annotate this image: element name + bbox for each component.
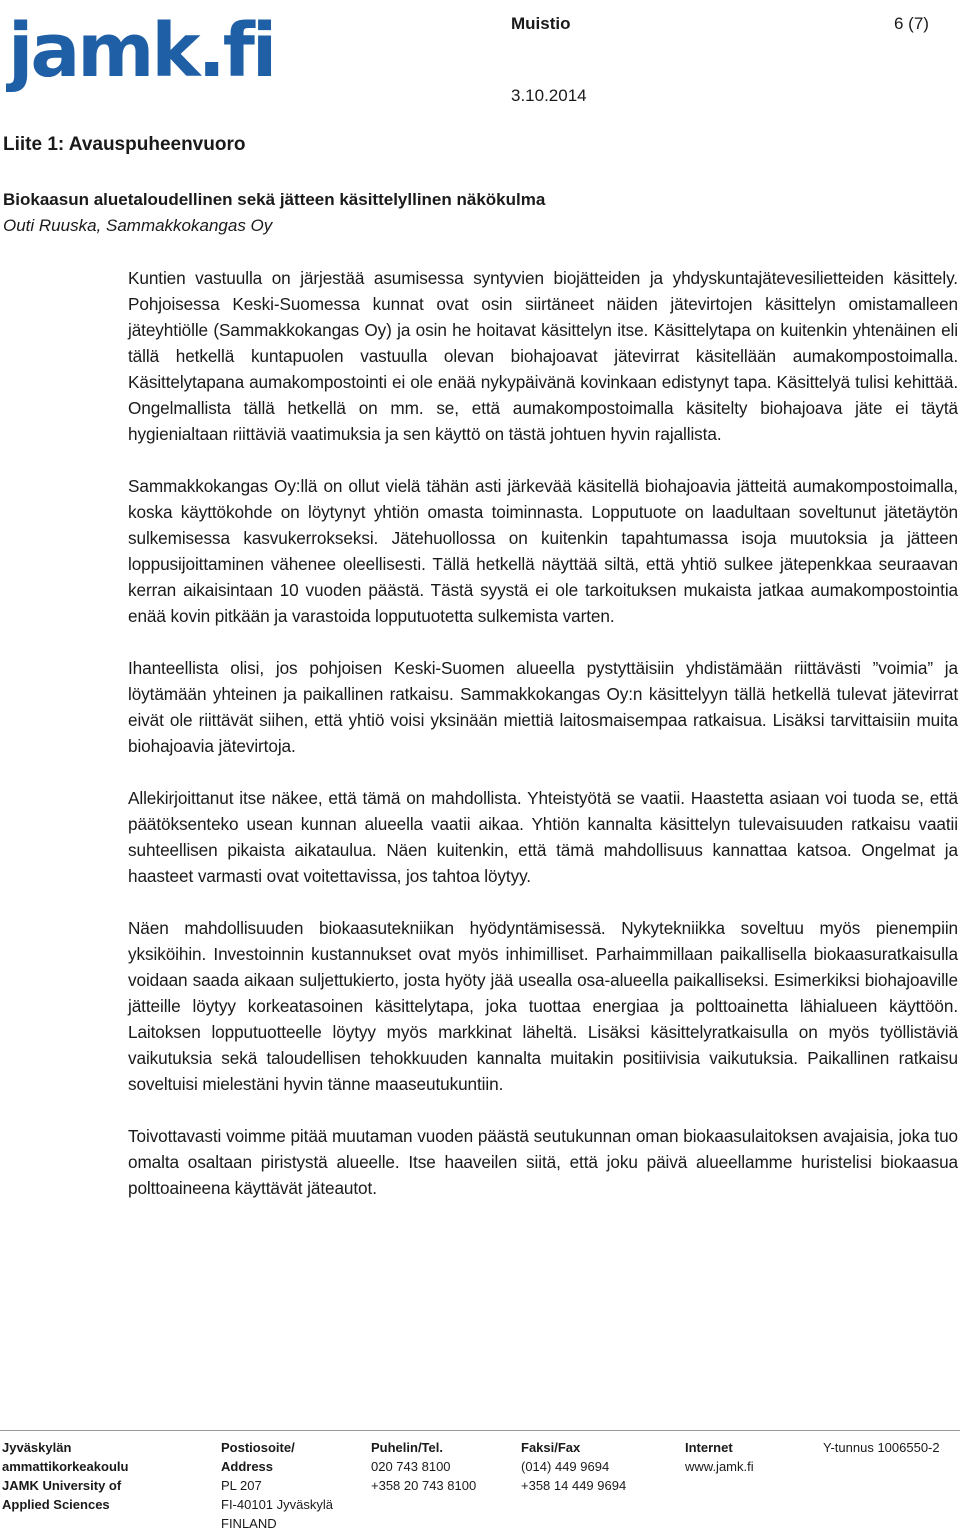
footer-org-line: Jyväskylän — [2, 1440, 72, 1455]
document-type: Muistio — [511, 14, 571, 33]
footer-phone-number: 020 743 8100 — [371, 1459, 451, 1474]
footer-business-id — [823, 1438, 940, 1457]
page-title: Liite 1: Avauspuheenvuoro — [3, 134, 246, 155]
paragraph: Kuntien vastuulla on järjestää asumisessa syntyvien biojätteiden ja yhdyskuntajätevesilietteiden käsittely. Pohjoisessa Keski-Suomessa kunnat ovat osin siirtäneet näiden jätevirtojen käsittelyn omistamalleen jäteyhtiölle (Sammakkokangas Oy) ja osin he hoitavat käsittelyn itse. Käsittelytapa on kuitenkin yhtenäinen eli tällä hetkellä kuntapuolen vastuulla olevan biohajoavat jätevirrat käsitellään aumakompostoimalla. Käsittelytapana aumakompostointi ei ole enää nykypäivänä kovinkaan edistynyt tapa. Käsittelyä tulisi kehittää. Ongelmallista tällä hetkellä on mm. se, että aumakompostoimalla käsitelty biohajoava jäte ei täytä hygienialtaan riittäviä vaatimuksia ja sen käyttö on tästä johtuen hyvin rajallista. — [128, 268, 958, 444]
footer-internet-label: Internet — [685, 1440, 733, 1455]
footer-website-link[interactable]: www.jamk.fi — [685, 1459, 754, 1474]
page-number: 6 (7) — [894, 14, 929, 33]
footer-address-line: FINLAND — [221, 1516, 277, 1531]
footer-org-line: ammattikorkeakoulu — [2, 1459, 129, 1474]
document-date: 3.10.2014 — [511, 86, 587, 105]
footer-address-label: Address — [221, 1459, 274, 1474]
paragraph: Sammakkokangas Oy:llä on ollut vielä tähän asti järkevää käsitellä biohajoavia jätteitä aumakompostoimalla, koska käyttökohde on löytynyt yhtiön omasta toiminnasta. Lopputuote on laadultaan soveltunut jätetäytön sulkemisessa kasvukerrokseksi. Jätehuollossa on kuitenkin tapahtumassa isoja muutoksia ja jätteen loppusijoittaminen vähenee oleellisesti. Tällä hetkellä näyttää siltä, että yhtiö sulkee jätepenkkaa seuraavan kerran aikaisintaan 10 vuoden päästä. Tästä syystä ei ole tarkoituksen mukaista jatkaa aumakompostointia enää kovin pitkään ja varastoida lopputuotetta sulkemista varten. — [128, 476, 958, 626]
footer-address-line: FI-40101 Jyväskylä — [221, 1497, 333, 1512]
footer-org-line: Applied Sciences — [2, 1497, 110, 1512]
footer-org-line: JAMK University of — [2, 1478, 122, 1493]
footer-fax-number: (014) 449 9694 — [521, 1459, 610, 1474]
footer-address — [221, 1438, 333, 1533]
footer-fax-label: Faksi/Fax — [521, 1440, 581, 1455]
footer-fax-number: +358 14 449 9694 — [521, 1478, 627, 1493]
footer-phone-label: Puhelin/Tel. — [371, 1440, 443, 1455]
paragraph: Allekirjoittanut itse näkee, että tämä on mahdollista. Yhteistyötä se vaatii. Haastetta asiaan voi tuoda se, että päätöksenteko usean kunnan alueella vaatii aikaa. Yhtiön kannalta käsittelyn tulevaisuuden ratkaisu vaatii suhteellisen pikaista aikataulua. Näen kuitenkin, että tämä mahdollisuus kannattaa katsoa. Ongelmat ja haasteet varmasti ovat voitettavissa, jos tahtoa löytyy. — [128, 788, 958, 886]
jamk-logo — [6, 4, 318, 96]
footer-phone-number: +358 20 743 8100 — [371, 1478, 477, 1493]
subtitle: Biokaasun aluetaloudellinen sekä jätteen käsittelyllinen näkökulma — [3, 190, 546, 209]
svg-text:jamk.fi: jamk.fi — [8, 8, 275, 94]
footer-divider — [0, 1430, 960, 1431]
paragraph: Näen mahdollisuuden biokaasutekniikan hyödyntämisessä. Nykytekniikka soveltuu myös pienempiin yksiköihin. Investoinnin kustannukset ovat myös inhimilliset. Parhaimmillaan paikallisella biokaasuratkaisulla voidaan saada aikaan suljettukierto, josta hyöty jää usealla osa-alueella paikalliseksi. Esimerkiksi biohajoaville jätteille löytyy korkeatasoinen käsittelytapa, joka tuottaa energiaa ja polttoainetta lähialueen käyttöön. Laitoksen lopputuotteelle löytyy myös markkinat läheltä. Lisäksi käsittelyratkaisulla on myös työllistäviä vaikutuksia sekä taloudellisen tehokkuuden kannalta muitakin positiivisia vaikutuksia. Paikallinen ratkaisu soveltuisi mielestäni hyvin tänne maaseutukuntiin. — [128, 918, 958, 1094]
footer-internet — [685, 1438, 754, 1476]
business-id: Y-tunnus 1006550-2 — [823, 1440, 940, 1455]
footer-organization — [2, 1438, 128, 1514]
paragraph: Toivottavasti voimme pitää muutaman vuoden päästä seutukunnan oman biokaasulaitoksen avajaisia, joka tuo omalta osaltaan piristystä alueelle. Itse haaveilen siitä, että joku päivä alueellamme huristelisi biokaasua polttoaineena käyttävät jäteautot. — [128, 1126, 958, 1198]
footer-address-line: PL 207 — [221, 1478, 262, 1493]
body-text — [128, 265, 958, 1227]
paragraph: Ihanteellista olisi, jos pohjoisen Keski-Suomen alueella pystyttäisiin yhdistämään riittävästi ”voimia” ja löytämään yhteinen ja paikallinen ratkaisu. Sammakkokangas Oy:n käsittelyyn tällä hetkellä tulevat jätevirrat eivät ole riittävät siihen, että yhtiö voisi yksinään miettiä laitosmaisempaa ratkaisua. Lisäksi tarvittaisiin muita biohajoavia jätevirtoja. — [128, 658, 958, 756]
footer-address-label: Postiosoite/ — [221, 1440, 295, 1455]
page-footer — [0, 1430, 960, 1531]
footer-fax — [521, 1438, 626, 1495]
footer-phone — [371, 1438, 476, 1495]
author-line: Outi Ruuska, Sammakkokangas Oy — [3, 216, 273, 235]
